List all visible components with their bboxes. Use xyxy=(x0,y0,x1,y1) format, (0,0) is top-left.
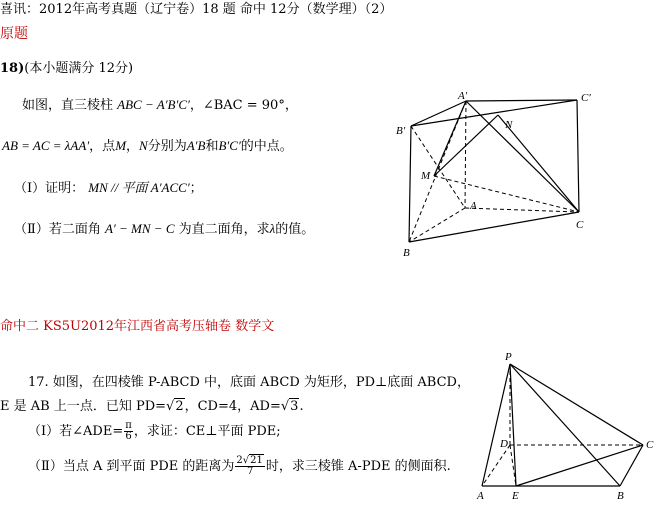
problem-17-line1: 17. 如图，在四棱锥 P-ABCD 中，底面 ABCD 为矩形，PD⊥底面 ABCD， xyxy=(28,375,470,390)
label-n: N xyxy=(505,119,513,131)
frac-num-2: 2√21 xyxy=(236,455,263,466)
problem-18-line1 xyxy=(22,97,298,114)
label-b: B xyxy=(403,247,410,259)
line1-prefix: 如图，直三棱柱 xyxy=(22,98,114,113)
coef: 2 xyxy=(236,455,243,466)
edge-aprime-c xyxy=(466,101,579,212)
p17-part2-a: （Ⅱ）当点 A 到平面 PDE 的距离为 xyxy=(28,459,235,474)
part1-end: ； xyxy=(189,181,203,196)
line2-text: ，点 xyxy=(89,139,116,154)
edge-bprime-cprime xyxy=(411,100,577,126)
edge-bprime-b xyxy=(409,126,411,242)
label-cprime: C′ xyxy=(581,92,591,104)
frac-num: π xyxy=(125,420,132,431)
problem-18-part2 xyxy=(14,221,314,238)
edge-m-c xyxy=(434,176,579,212)
label-e: E xyxy=(512,490,519,502)
part2-label: （Ⅱ）若二面角 xyxy=(14,222,101,237)
problem-18-header xyxy=(0,61,133,77)
line2-b: ，CD=4，AD= xyxy=(184,399,281,414)
label-b2: B xyxy=(617,490,624,502)
part2-math: A′ − MN − C xyxy=(104,221,175,236)
label-c: C xyxy=(576,219,584,231)
edge-bprime-a xyxy=(411,126,465,208)
part1-math: MN // 平面 A′ACC′ xyxy=(88,180,190,195)
frac-den-2: 7 xyxy=(246,466,254,477)
pyramid-figure xyxy=(474,348,657,504)
p17-part1-a: （Ⅰ）若∠ADE= xyxy=(28,424,124,439)
line1-math: ABC − A′B′C′ xyxy=(117,97,190,112)
segment-ab: A′B xyxy=(186,138,206,153)
edge-p-c xyxy=(510,364,643,445)
problem-18-line2 xyxy=(2,138,293,155)
part2-lambda: λ xyxy=(269,221,276,236)
label-bprime: B′ xyxy=(396,125,406,137)
line1-condition: ，∠BAC = 90°， xyxy=(189,98,298,113)
edge-p-a xyxy=(482,364,510,486)
line2-math: AB = AC = λAA′ xyxy=(2,138,90,153)
part2-mid: 为直二面角，求 xyxy=(178,222,270,237)
problem-points: (本小题满分 12分) xyxy=(24,61,134,76)
section-2-title: 命中二 KS5U2012年江西省高考压轴卷 数学文 xyxy=(0,319,275,334)
radicand: 21 xyxy=(250,455,263,466)
p17-part1-b: ，求证：CE⊥平面 PDE; xyxy=(133,424,281,439)
line2-mid: 分别为 xyxy=(147,139,187,154)
edge-cprime-c xyxy=(577,100,579,212)
distance-fraction xyxy=(235,456,264,477)
problem-17-line2: E 是 AB 上一点．已知 PD=√2，CD=4，AD=√3. xyxy=(0,399,304,414)
segment-bc: B′C′ xyxy=(218,138,241,153)
label-c2: C xyxy=(646,439,654,451)
pi-over-6 xyxy=(124,421,133,442)
line2-sep: ， xyxy=(126,139,140,154)
edge-aprime-m xyxy=(434,101,466,176)
label-a: A xyxy=(470,200,477,212)
line2-a: E 是 AB 上一点．已知 PD= xyxy=(0,399,167,414)
p17-part2-b: 时，求三棱锥 A-PDE 的侧面积. xyxy=(265,459,451,474)
prism-figure xyxy=(395,88,600,260)
label-p: P xyxy=(505,351,512,363)
problem-number: 18) xyxy=(0,61,25,76)
problem-17-part2 xyxy=(28,456,451,477)
part1-label: （Ⅰ）证明： xyxy=(14,181,85,196)
line2-and: 和 xyxy=(205,139,219,154)
page-title: 喜讯：2012年高考真题（辽宁卷）18 题 命中 12分（数学理）（2） xyxy=(0,2,393,17)
label-a2: A xyxy=(477,490,484,502)
sqrt-2: 2 xyxy=(175,399,184,414)
edge-p-b xyxy=(510,364,620,486)
frac-den: 6 xyxy=(125,431,132,442)
problem-18-part1 xyxy=(14,180,203,197)
label-d: D xyxy=(500,438,508,450)
edge-aprime-cprime xyxy=(466,100,577,101)
original-label: 原题 xyxy=(0,26,28,42)
point-m: M xyxy=(115,138,127,153)
edge-a-c xyxy=(465,208,579,212)
label-m: M xyxy=(421,170,431,182)
label-aprime: A′ xyxy=(458,90,468,102)
sqrt-3: 3 xyxy=(290,399,299,414)
problem-17-part1 xyxy=(28,421,281,442)
line2-end: 的中点。 xyxy=(240,139,293,154)
line2-c: . xyxy=(299,399,304,414)
part2-end: 的值。 xyxy=(275,222,315,237)
point-n: N xyxy=(139,138,148,153)
